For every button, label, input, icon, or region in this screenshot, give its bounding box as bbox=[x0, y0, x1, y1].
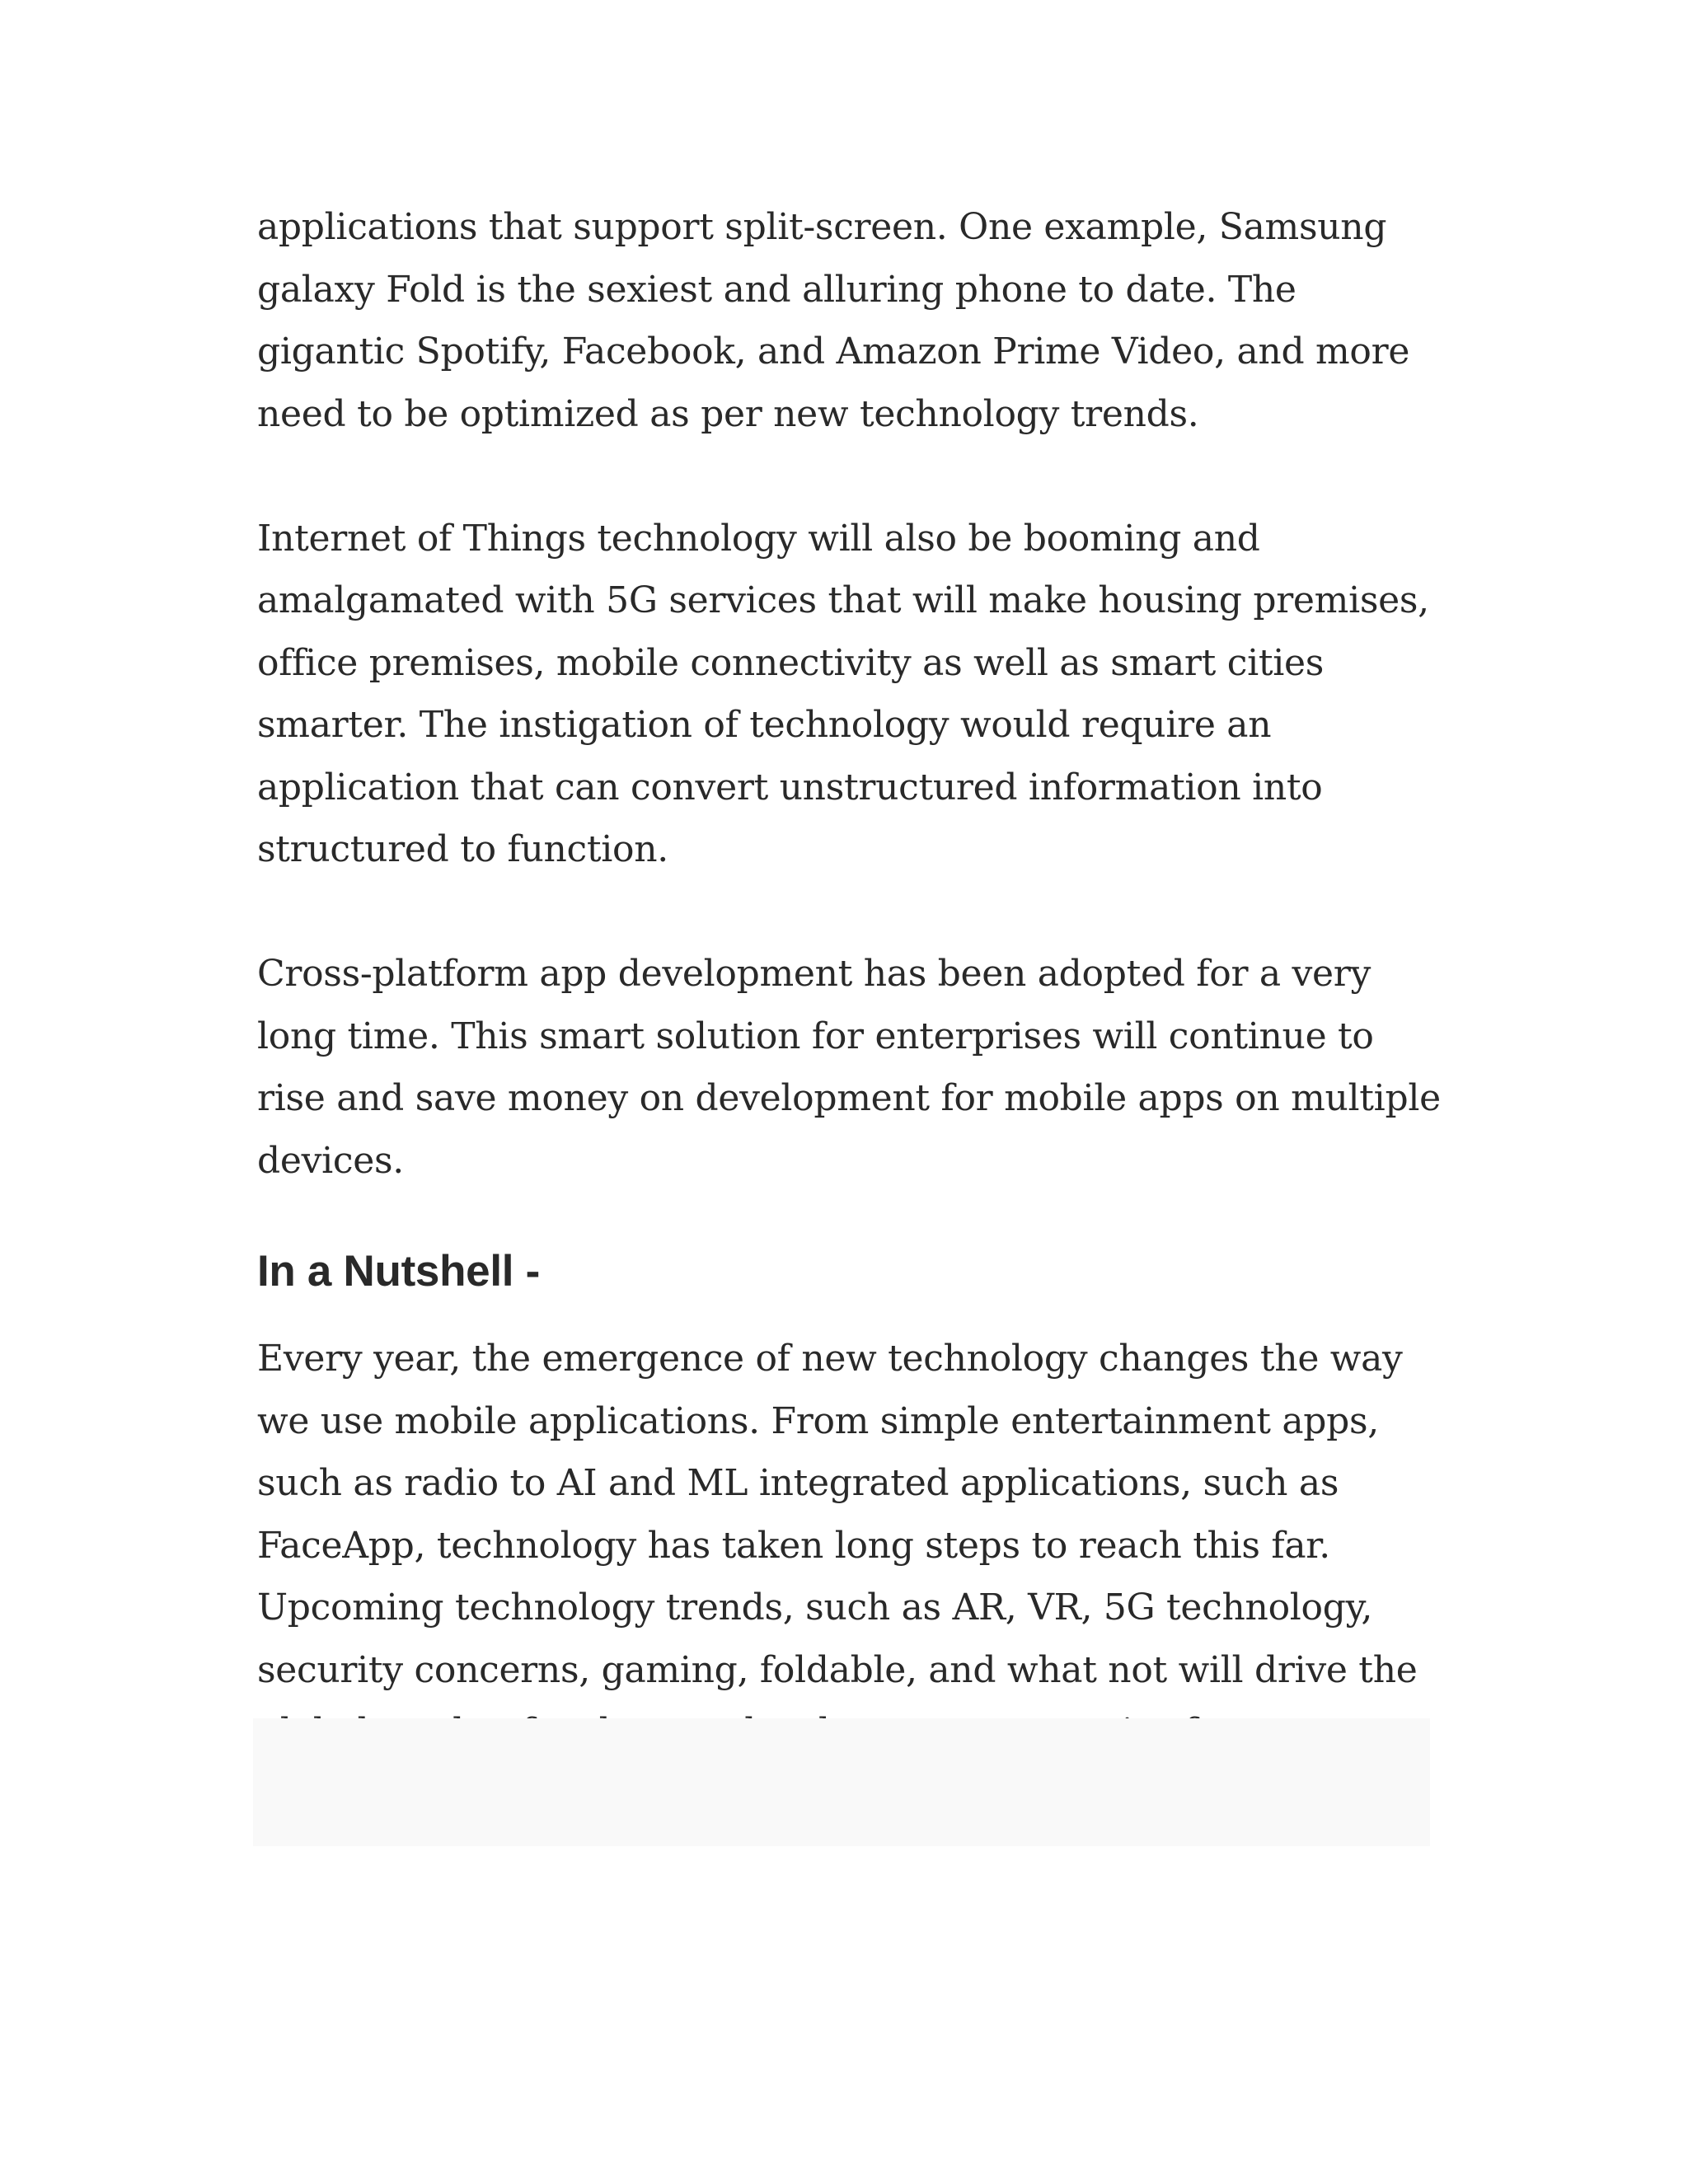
embed-placeholder bbox=[253, 1718, 1430, 1846]
section-heading: In a Nutshell - bbox=[257, 1247, 540, 1296]
article-paragraph: Every year, the emergence of new technology changes the way we use mobile applications. From simple entertainment apps, such as radio to AI and ML integrated applications, such as FaceApp, technology has taken long steps to reach this far. Upcoming technology trends, such as AR, VR, 5G technology, security concerns, gaming, foldable, and what not will drive the bbox=[257, 1338, 1418, 1691]
article-paragraph: applications that support split-screen. One example, Samsung galaxy Fold is the sexiest and alluring phone to date. The gigantic Spotify, Facebook, and Amazon Prime Video, and more need to be optimized as per new technology trends. bbox=[257, 206, 1410, 435]
article-body bbox=[257, 196, 1444, 1825]
article-paragraph: Cross-platform app development has been adopted for a very long time. This smart solution for enterprises will continue to rise and save money on development for mobile apps on multiple devices. bbox=[257, 953, 1441, 1182]
article-paragraph: Internet of Things technology will also be booming and amalgamated with 5G services that will make housing premises, office premises, mobile connectivity as well as smart cities smarter. The instigation of technology would require an application that can convert unstructured information into structured to function. bbox=[257, 517, 1429, 870]
